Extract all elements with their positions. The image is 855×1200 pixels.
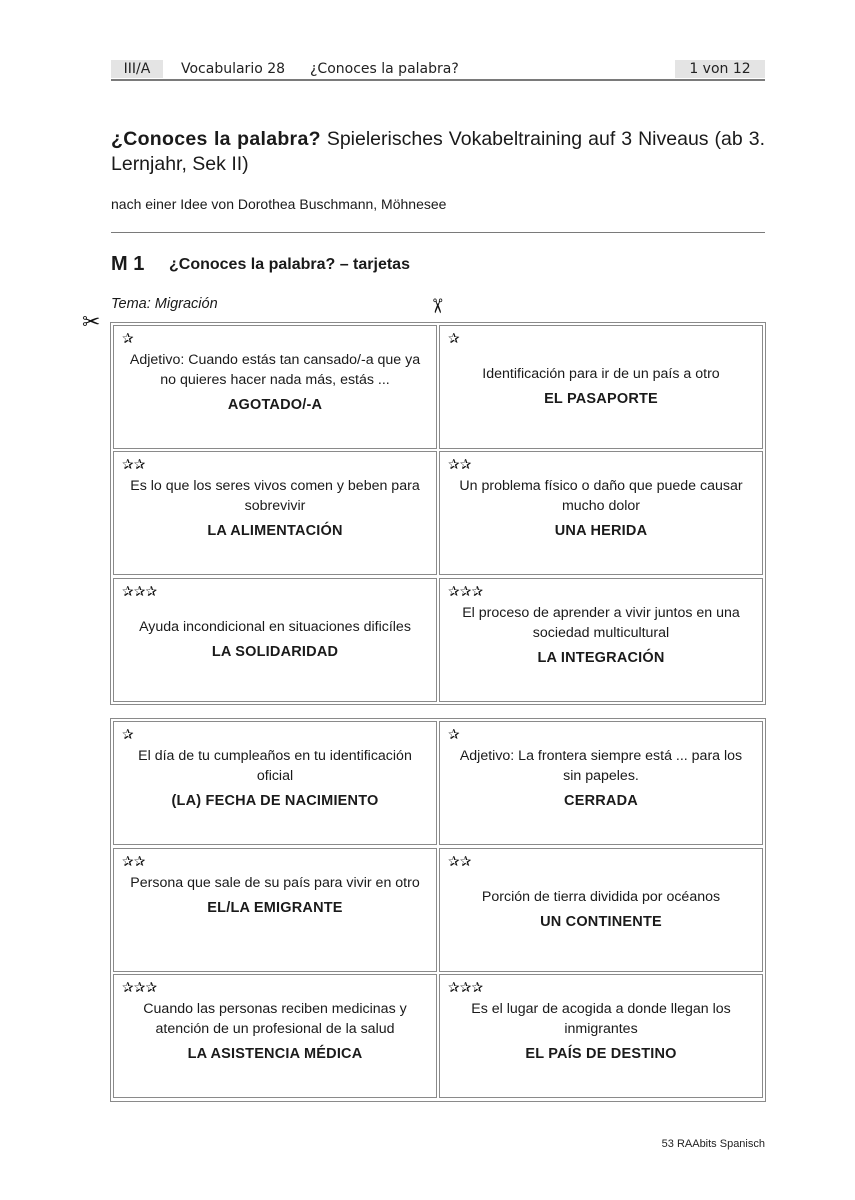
difficulty-stars-icon: ✰✰ [448,457,472,474]
card-clue: Persona que sale de su país para vivir en otro [130,874,420,891]
card-clue: Adjetivo: La frontera siempre está ... para los sin papeles. [459,748,743,784]
card-group [110,718,766,1102]
vocab-card [113,721,437,845]
card-answer: LA ASISTENCIA MÉDICA [187,1046,363,1063]
card-clue: Identificación para ir de un país a otro [482,366,720,382]
card-clue: Un problema físico o daño que puede causar mucho dolor [459,478,743,515]
header-subtitle: ¿Conoces la palabra? [310,61,459,77]
difficulty-stars-icon: ✰✰ [122,457,146,474]
topic-label: Tema: Migración [111,296,218,312]
card-clue: Porción de tierra dividida por océanos [481,888,721,905]
card-clue: El día de tu cumpleaños en tu identificación oficial [138,748,412,784]
card-answer: UNA HERIDA [554,523,648,540]
header-page-number: 1 von 12 [675,60,765,78]
card-answer: LA ALIMENTACIÓN [207,523,343,540]
card-answer: LA INTEGRACIÓN [537,649,665,666]
scissors-icon: ✂ [82,309,101,334]
document-title-bold: ¿Conoces la palabra? [111,128,321,150]
divider [111,232,765,233]
vocab-card [439,721,763,845]
document-title-rest: Spielerisches Vokabeltraining auf 3 Niveaus (ab 3. Lernjahr, Sek II) [111,128,766,175]
vocab-card [113,848,437,972]
card-clue: Es lo que los seres vivos comen y beben para sobrevivir [130,478,420,515]
card-answer: (LA) FECHA DE NACIMIENTO [171,793,379,809]
difficulty-stars-icon: ✰✰ [448,853,472,870]
vocab-card [113,451,437,575]
vocab-card [439,451,763,575]
scissors-icon: ✂ [425,297,448,315]
section-title: ¿Conoces la palabra? – tarjetas [169,256,410,273]
card-clue: Ayuda incondicional en situaciones dificíles [139,618,411,635]
difficulty-stars-icon: ✰ [122,727,134,743]
section-number: M 1 [111,253,145,275]
card-clue: Adjetivo: Cuando estás tan cansado/-a que ya no quieres hacer nada más, estás ... [129,352,421,388]
difficulty-stars-icon: ✰✰ [122,853,146,870]
vocab-card [113,974,437,1098]
card-answer: EL PASAPORTE [544,391,658,407]
difficulty-stars-icon: ✰✰✰ [122,980,158,997]
vocab-card [113,325,437,449]
running-header [111,59,765,81]
difficulty-stars-icon: ✰ [448,727,460,743]
footer-source: 53 RAAbits Spanisch [661,1138,765,1150]
difficulty-stars-icon: ✰ [448,331,460,347]
vocab-card [113,578,437,702]
document-title [111,127,765,177]
card-answer: AGOTADO/-A [227,397,323,413]
difficulty-stars-icon: ✰✰✰ [448,980,484,997]
card-answer: EL PAÍS DE DESTINO [525,1046,677,1063]
vocab-card [439,578,763,702]
card-group [110,322,766,705]
vocab-card [439,974,763,1098]
card-answer: LA SOLIDARIDAD [211,643,339,660]
difficulty-stars-icon: ✰ [122,331,134,347]
vocab-card [439,325,763,449]
card-answer: CERRADA [564,793,638,809]
difficulty-stars-icon: ✰✰✰ [122,583,158,600]
card-answer: EL/LA EMIGRANTE [207,899,343,916]
difficulty-stars-icon: ✰✰✰ [448,583,484,600]
card-clue: Es el lugar de acogida a donde llegan los inmigrantes [471,1001,731,1038]
card-answer: UN CONTINENTE [540,913,662,930]
card-clue: El proceso de aprender a vivir juntos en una sociedad multicultural [462,604,740,641]
vocab-card [439,848,763,972]
author-credit: nach einer Idee von Dorothea Buschmann, Möhnesee [111,196,447,212]
card-clue: Cuando las personas reciben medicinas y atención de un profesional de la salud [143,1001,407,1038]
header-section-label: III/A [111,60,163,78]
header-unit-title: Vocabulario 28 [181,61,286,77]
